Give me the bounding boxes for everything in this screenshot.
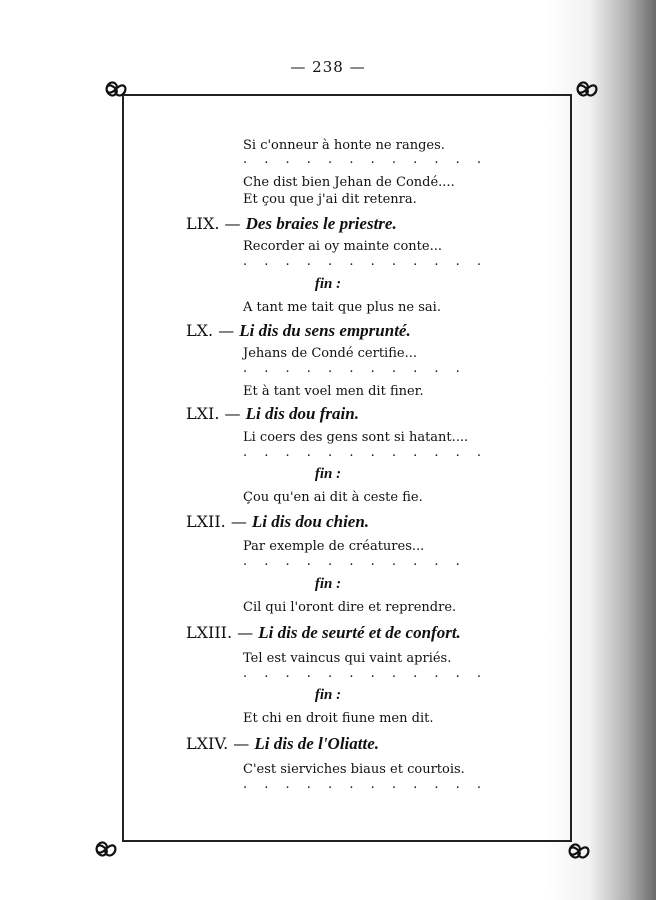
section-number: LXII. — xyxy=(186,512,247,531)
ellipsis-dots: . . . . . . . . . . . . xyxy=(243,666,488,681)
corner-ornament-bottom-right-icon xyxy=(566,838,592,864)
verse-line: Tel est vaincus qui vaint apriés. xyxy=(243,651,452,666)
verse-line: Et à tant voel men dit finer. xyxy=(243,384,424,399)
section-number: LXI. — xyxy=(186,404,241,423)
verse-line: A tant me tait que plus ne sai. xyxy=(243,300,441,315)
ellipsis-dots: . . . . . . . . . . . . xyxy=(243,254,488,269)
section-title: Li dis de l'Oliatte. xyxy=(254,734,380,753)
section-heading-lx xyxy=(186,321,411,341)
section-title: Des braies le priestre. xyxy=(245,214,397,233)
ellipsis-dots: . . . . . . . . . . . xyxy=(243,554,467,569)
corner-ornament-top-right-icon xyxy=(574,76,600,102)
section-title: Li dis de seurté et de confort. xyxy=(258,623,461,642)
fin-label: fin : xyxy=(314,276,342,292)
section-heading-lix xyxy=(186,214,397,234)
verse-line: Et çou que j'ai dit retenra. xyxy=(243,192,417,207)
verse-line: Çou qu'en ai dit à ceste fie. xyxy=(243,490,423,505)
section-heading-lxiv xyxy=(186,734,379,754)
section-title: Li dis du sens emprunté. xyxy=(239,321,411,340)
ellipsis-dots: . . . . . . . . . . . . xyxy=(243,445,488,460)
fin-label: fin : xyxy=(314,687,342,703)
ellipsis-dots: . . . . . . . . . . . xyxy=(243,361,467,376)
fin-label: fin : xyxy=(314,576,342,592)
section-title: Li dis dou chien. xyxy=(251,512,370,531)
verse-line: Jehans de Condé certifie... xyxy=(243,346,417,361)
section-number: LIX. — xyxy=(186,214,241,233)
ellipsis-dots: . . . . . . . . . . . . xyxy=(243,777,488,792)
section-number: LXIII. — xyxy=(186,623,254,642)
verse-line: Et chi en droit fiune men dit. xyxy=(243,711,434,726)
verse-line: Li coers des gens sont si hatant.... xyxy=(243,430,469,445)
corner-ornament-bottom-left-icon xyxy=(93,836,119,862)
verse-line: C'est sierviches biaus et courtois. xyxy=(243,762,465,777)
section-heading-lxi xyxy=(186,404,359,424)
verse-line: Recorder ai oy mainte conte... xyxy=(243,239,442,254)
section-number: LX. — xyxy=(186,321,235,340)
verse-line: Cil qui l'oront dire et reprendre. xyxy=(243,600,457,615)
corner-ornament-top-left-icon xyxy=(103,76,129,102)
page-number: — 238 — xyxy=(290,58,366,76)
ellipsis-dots: . . . . . . . . . . . . xyxy=(243,152,488,167)
verse-line: Par exemple de créatures... xyxy=(243,539,425,554)
verse-line: Si c'onneur à honte ne ranges. xyxy=(243,138,445,153)
fin-label: fin : xyxy=(314,466,342,482)
section-heading-lxii xyxy=(186,512,369,532)
section-heading-lxiii xyxy=(186,623,461,643)
section-number: LXIV. — xyxy=(186,734,250,753)
section-title: Li dis dou frain. xyxy=(245,404,359,423)
verse-line: Che dist bien Jehan de Condé.... xyxy=(243,175,455,190)
